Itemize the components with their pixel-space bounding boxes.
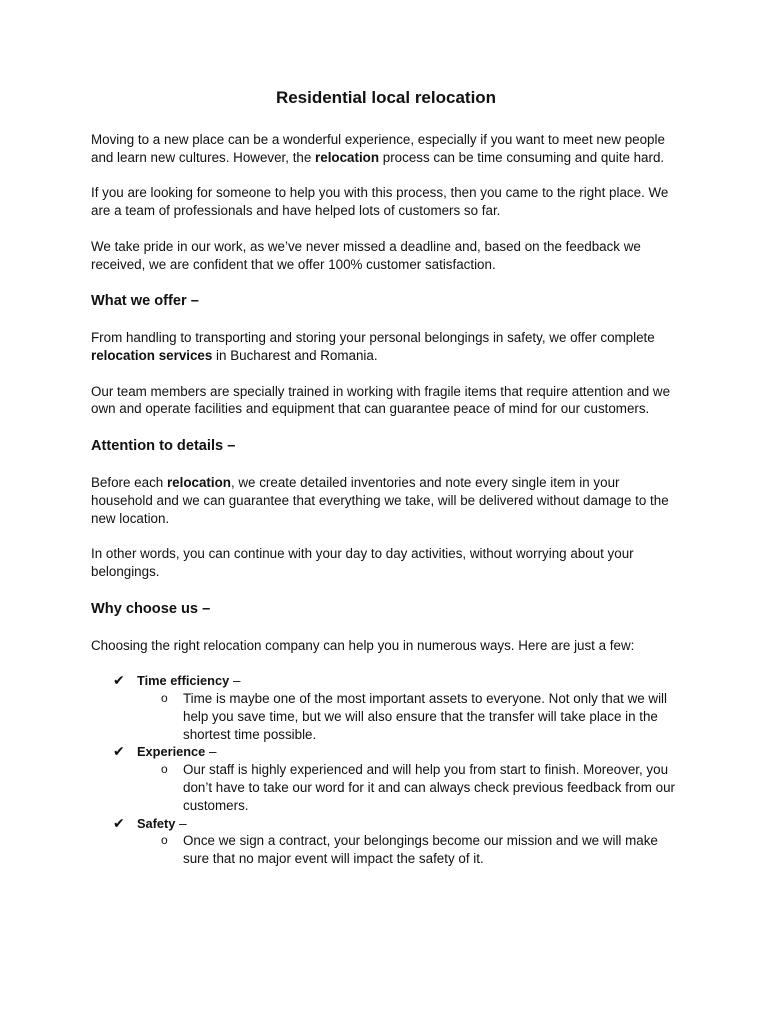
- details-paragraph-2: In other words, you can continue with your day to day activities, without worrying about your belongings.: [91, 546, 634, 579]
- checkmark-icon: ✔: [113, 814, 125, 831]
- list-item-label: Time efficiency: [137, 673, 230, 689]
- text-run: Before each: [91, 474, 167, 490]
- list-item: [91, 743, 681, 814]
- circle-bullet-icon: o: [161, 762, 168, 777]
- document-page: [91, 86, 681, 868]
- sub-list-text: Time is maybe one of the most important assets to everyone. Not only that we will help you save time, but we will also ensure that the transfer will take place in the shortest time possible.: [183, 690, 668, 742]
- list-item: [91, 815, 681, 868]
- text-run: Moving to a new place can be a wonderful experience, especially if you want to meet new people and learn new cultures. However, the: [91, 132, 665, 165]
- sub-list-item: [137, 761, 681, 814]
- text-run: From handling to transporting and storing your personal belongings in safety, we offer complete: [91, 330, 655, 346]
- section-heading-why: Why choose us –: [91, 600, 211, 617]
- checkmark-icon: ✔: [113, 743, 125, 760]
- sub-list-item: [137, 832, 681, 868]
- sub-list-item: [137, 690, 681, 743]
- text-run: , we create detailed inventories and note every single item in your household and we can guarantee that everything we take, will be delivered without damage to the new location.: [91, 474, 669, 526]
- sub-list: [137, 690, 681, 743]
- circle-bullet-icon: o: [161, 690, 168, 705]
- bold-text-run: relocation: [166, 474, 231, 490]
- bold-text-run: relocation services: [91, 347, 213, 363]
- text-run: process can be time consuming and quite hard.: [379, 149, 665, 165]
- list-item-label: Experience: [137, 744, 206, 760]
- list-item-dash: –: [205, 744, 217, 760]
- text-run: in Bucharest and Romania.: [212, 347, 378, 363]
- details-paragraph-1: [91, 474, 681, 527]
- offer-paragraph-1: [91, 329, 681, 365]
- section-heading-offer: What we offer –: [91, 293, 199, 310]
- intro-paragraph-2: If you are looking for someone to help you with this process, then you came to the right place. We are a team of professionals and have helped lots of customers so far.: [91, 185, 669, 219]
- intro-paragraph-3: We take pride in our work, as we’ve never missed a deadline and, based on the feedback we received, we are confident that we offer 100% customer satisfaction.: [91, 238, 641, 272]
- list-item-dash: –: [175, 815, 187, 831]
- document-title: Residential local relocation: [275, 88, 497, 107]
- benefits-checklist: [91, 672, 681, 868]
- section-heading-details: Attention to details –: [91, 437, 236, 454]
- why-lead-paragraph: Choosing the right relocation company can help you in numerous ways. Here are just a few:: [91, 637, 635, 653]
- sub-list: [137, 832, 681, 868]
- bold-text-run: relocation: [315, 149, 380, 165]
- list-item-label: Safety: [137, 815, 176, 831]
- sub-list: [137, 761, 681, 814]
- sub-list-text: Once we sign a contract, your belongings become our mission and we will make sure that no major event will impact the safety of it.: [183, 833, 658, 867]
- checkmark-icon: ✔: [113, 672, 125, 689]
- circle-bullet-icon: o: [161, 833, 168, 848]
- intro-paragraph-1: [91, 131, 681, 167]
- sub-list-text: Our staff is highly experienced and will help you from start to finish. Moreover, you don’t have to take our word for it and can always check previous feedback from our customers.: [183, 762, 675, 813]
- list-item-dash: –: [229, 673, 241, 689]
- offer-paragraph-2: Our team members are specially trained in working with fragile items that require attention and we own and operate facilities and equipment that can guarantee peace of mind for our customers.: [91, 383, 671, 417]
- list-item: [91, 672, 681, 743]
